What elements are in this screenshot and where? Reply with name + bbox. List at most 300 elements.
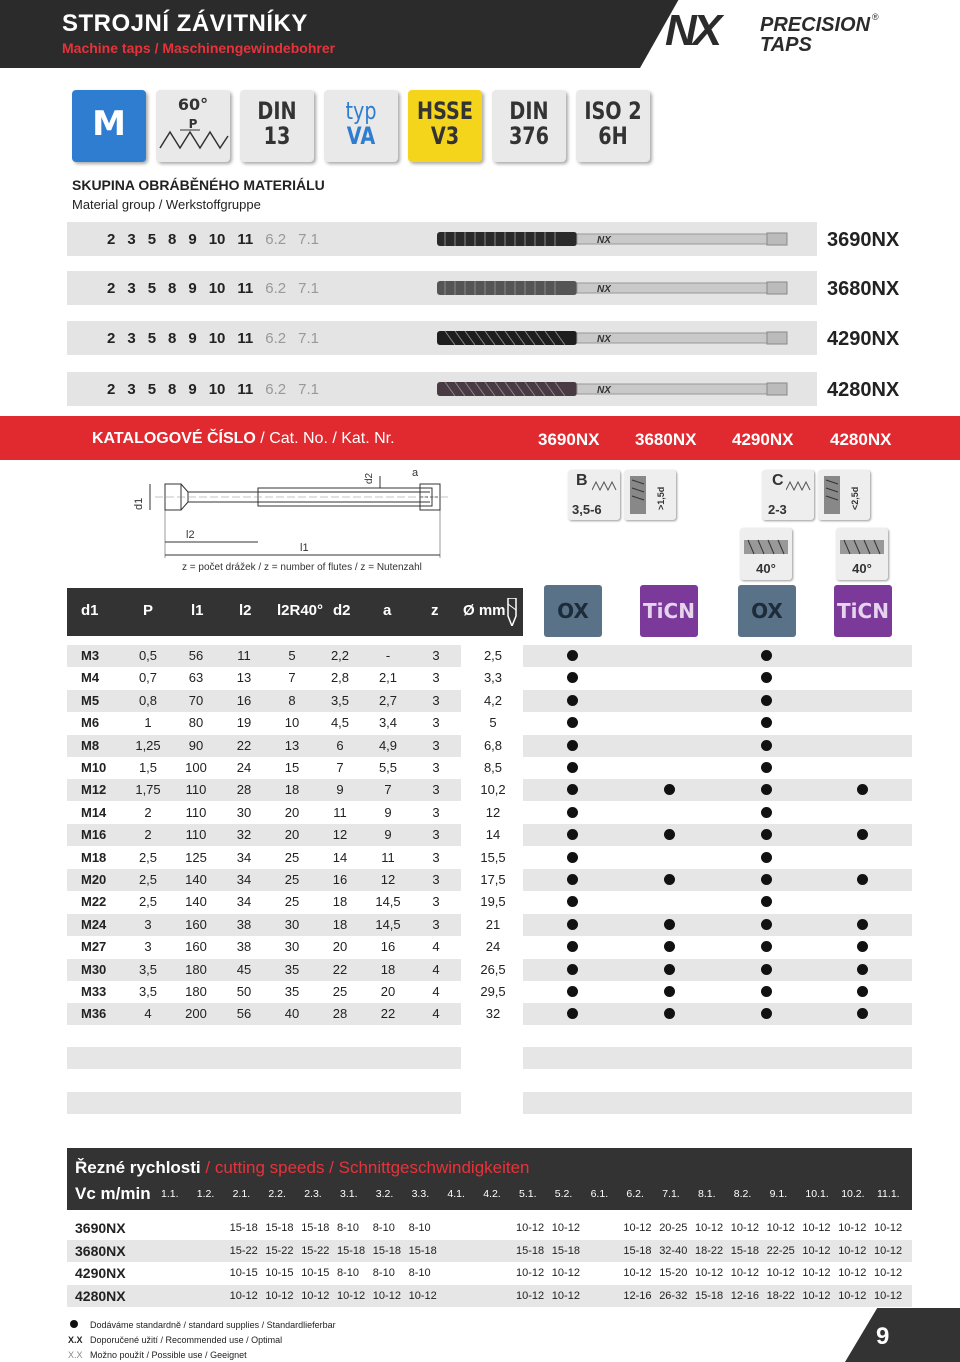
cell-d2: 16 bbox=[332, 872, 348, 887]
cell-P: 0,7 bbox=[138, 670, 158, 686]
cutting-speed-row bbox=[67, 1240, 912, 1262]
material-group-possible: 6.2 bbox=[265, 231, 287, 248]
hsse-line2: V3 bbox=[430, 122, 460, 150]
thread-profile-badge bbox=[156, 90, 230, 162]
material-group-header: 1.1. bbox=[161, 1188, 179, 1200]
cutting-speed-value: 15-18 bbox=[337, 1244, 366, 1257]
availability-dot-icon bbox=[567, 874, 578, 885]
legend-text-2: Doporučené užití / Recommended use / Optimal bbox=[90, 1335, 283, 1345]
cutting-speed-value: 15-18 bbox=[695, 1289, 724, 1302]
cell-dia: 12 bbox=[485, 804, 501, 820]
material-group-possible: 7.1 bbox=[298, 231, 319, 248]
din13-line2: 13 bbox=[263, 122, 291, 150]
cell-a: 12 bbox=[380, 872, 396, 887]
cell-z: 3 bbox=[432, 894, 440, 910]
logo-nx: NX bbox=[665, 6, 719, 55]
availability-dot-icon bbox=[761, 740, 772, 751]
drill-icon bbox=[505, 598, 519, 626]
material-group-number: 10 bbox=[208, 280, 226, 297]
blind-depth-c: <2,5d bbox=[850, 486, 860, 510]
material-group-possible: 6.2 bbox=[265, 280, 287, 297]
cell-l2: 34 bbox=[236, 872, 252, 887]
cell-d2: 7 bbox=[336, 760, 344, 775]
empty-row bbox=[67, 1092, 461, 1114]
material-group-number: 3 bbox=[127, 231, 136, 248]
product-code: 4280NX bbox=[827, 379, 900, 401]
cell-l2r: 30 bbox=[284, 916, 300, 932]
vc-label: Vc m/min bbox=[75, 1184, 151, 1203]
cell-dia: 14 bbox=[485, 827, 501, 843]
logo-registered: ® bbox=[872, 12, 879, 22]
catalog-code: 4290NX bbox=[732, 430, 794, 449]
cell-P: 4 bbox=[144, 1006, 152, 1022]
cutting-speed-value: 10-12 bbox=[695, 1267, 724, 1280]
cell-d2: 20 bbox=[332, 939, 348, 955]
cell-z: 3 bbox=[432, 804, 440, 820]
material-group-number: 2 bbox=[107, 231, 116, 248]
material-group-number: 8 bbox=[168, 280, 177, 297]
svg-text:NX: NX bbox=[597, 385, 611, 396]
cutting-speed-value: 18-22 bbox=[766, 1289, 795, 1302]
material-group-number: 11 bbox=[237, 330, 254, 347]
col-z: z bbox=[431, 602, 439, 619]
cutting-speed-value: 10-12 bbox=[874, 1267, 903, 1280]
cell-z: 3 bbox=[432, 715, 440, 731]
cutting-speed-value: 10-12 bbox=[337, 1289, 366, 1302]
cutting-speed-value: 8-10 bbox=[337, 1267, 360, 1280]
cutting-speed-value: 15-18 bbox=[623, 1244, 652, 1257]
material-group-header: 8.1. bbox=[698, 1188, 716, 1200]
cell-l1: 110 bbox=[185, 782, 207, 798]
cell-d2: 11 bbox=[333, 804, 347, 820]
table-row bbox=[67, 1003, 912, 1025]
din376-badge bbox=[492, 90, 566, 162]
material-group-number: 10 bbox=[208, 231, 226, 248]
cell-d2: 9 bbox=[336, 782, 344, 798]
cell-dia: 10,2 bbox=[480, 782, 506, 798]
table-row bbox=[67, 959, 912, 981]
cell-d2: 18 bbox=[332, 894, 348, 910]
cutting-speed-value: 8-10 bbox=[408, 1222, 431, 1234]
cell-d2: 12 bbox=[332, 827, 348, 843]
cutting-title-main: Řezné rychlosti bbox=[75, 1158, 201, 1177]
coating-ticn: TiCN bbox=[640, 585, 698, 637]
dim-l1: l1 bbox=[300, 542, 309, 554]
availability-dot-icon bbox=[664, 919, 675, 930]
material-group-number: 2 bbox=[107, 381, 116, 398]
cutting-speed-value: 10-12 bbox=[516, 1289, 545, 1302]
cell-l2: 32 bbox=[236, 827, 252, 843]
col-drill-dia: Ø mm bbox=[463, 602, 506, 619]
thread-icon bbox=[592, 478, 618, 492]
cell-a: 2,7 bbox=[378, 692, 398, 708]
chamfer-c-letter: C bbox=[772, 472, 784, 489]
cutting-speed-value: 10-12 bbox=[838, 1289, 867, 1302]
cutting-speed-value: 15-22 bbox=[229, 1244, 258, 1257]
din376-line1: DIN bbox=[509, 97, 549, 125]
empty-row bbox=[67, 1047, 461, 1069]
cell-z: 3 bbox=[432, 827, 440, 843]
cutting-speed-value: 10-12 bbox=[802, 1222, 831, 1234]
cell-l1: 110 bbox=[185, 827, 207, 843]
cutting-speed-value: 26-32 bbox=[659, 1289, 688, 1302]
material-group-subtitle: Material group / Werkstoffgruppe bbox=[72, 197, 261, 212]
row-right-shade bbox=[523, 891, 912, 913]
material-group-possible: 6.2 bbox=[265, 330, 287, 347]
row-right-shade bbox=[523, 690, 912, 712]
tap-image-icon bbox=[437, 224, 797, 254]
iso-line2: 6H bbox=[598, 122, 628, 150]
cell-l2: 16 bbox=[236, 692, 252, 708]
material-group-possible: 7.1 bbox=[298, 330, 319, 347]
cell-l2: 45 bbox=[236, 961, 252, 977]
availability-dot-icon bbox=[761, 964, 772, 975]
cell-l2r: 10 bbox=[284, 715, 300, 731]
cutting-speed-value: 10-12 bbox=[838, 1267, 867, 1280]
table-row bbox=[67, 690, 912, 712]
table-row bbox=[67, 847, 912, 869]
cell-l2: 38 bbox=[236, 939, 252, 955]
cell-a: 9 bbox=[384, 827, 392, 843]
col-l2: l2 bbox=[239, 602, 252, 619]
cell-l2r: 35 bbox=[284, 984, 300, 999]
row-right-shade bbox=[523, 936, 912, 958]
row-right-shade bbox=[523, 959, 912, 981]
cutting-speeds-header bbox=[67, 1148, 912, 1210]
product-row bbox=[67, 321, 960, 355]
cell-l2: 28 bbox=[236, 782, 252, 798]
cell-l2r: 40 bbox=[284, 1006, 300, 1022]
table-row bbox=[67, 779, 912, 801]
product-code: 4280NX bbox=[75, 1287, 126, 1304]
material-group-number: 3 bbox=[127, 280, 136, 297]
cell-d1: M33 bbox=[81, 984, 107, 999]
material-groups bbox=[107, 280, 331, 297]
logo-precision: PRECISION bbox=[760, 14, 871, 36]
cutting-speed-value: 10-12 bbox=[766, 1222, 795, 1234]
cutting-speed-value: 15-22 bbox=[301, 1244, 330, 1257]
table-row bbox=[67, 914, 912, 936]
cell-d2: 18 bbox=[332, 916, 348, 932]
cell-l1: 180 bbox=[185, 961, 207, 977]
row-right-shade bbox=[523, 869, 912, 891]
availability-dot-icon bbox=[761, 762, 772, 773]
cell-dia: 8,5 bbox=[483, 760, 503, 775]
cutting-speed-value: 15-18 bbox=[301, 1222, 330, 1234]
cell-dia: 29,5 bbox=[480, 984, 506, 999]
material-group-header: 3.3. bbox=[411, 1188, 430, 1200]
product-code: 3690NX bbox=[75, 1220, 126, 1236]
table-header bbox=[67, 588, 523, 636]
cell-dia: 17,5 bbox=[480, 872, 506, 887]
cell-d1: M14 bbox=[81, 804, 107, 820]
cutting-speed-value: 10-12 bbox=[838, 1244, 867, 1257]
material-group-number: 9 bbox=[188, 381, 197, 398]
cutting-speed-value: 20-25 bbox=[659, 1222, 688, 1234]
material-group-header: 2.1. bbox=[232, 1188, 251, 1200]
cell-d2: 3,5 bbox=[330, 692, 350, 708]
cell-l2: 22 bbox=[236, 737, 252, 753]
row-right-shade bbox=[523, 735, 912, 757]
cell-d1: M18 bbox=[81, 849, 107, 865]
cell-dia: 6,8 bbox=[483, 737, 503, 753]
catalog-bar bbox=[0, 416, 960, 460]
cutting-title-rest: / cutting speeds / Schnittgeschwindigkeiten bbox=[200, 1158, 530, 1177]
cell-z: 4 bbox=[432, 939, 440, 955]
table-row bbox=[67, 891, 912, 913]
product-code: 3680NX bbox=[827, 278, 900, 300]
material-group-header: 4.2. bbox=[483, 1188, 501, 1200]
material-group-header: 9.1. bbox=[769, 1188, 788, 1200]
col-p: P bbox=[143, 602, 154, 619]
cell-l2r: 20 bbox=[284, 827, 300, 843]
cell-P: 2,5 bbox=[138, 894, 158, 910]
row-right-shade bbox=[523, 802, 912, 824]
cell-l2r: 20 bbox=[284, 804, 300, 820]
type-line1: typ bbox=[345, 97, 377, 125]
tap-image-icon bbox=[437, 374, 797, 404]
cell-P: 3 bbox=[144, 916, 152, 932]
cutting-speed-value: 18-22 bbox=[695, 1244, 724, 1257]
din13-badge bbox=[240, 90, 314, 162]
cell-P: 1 bbox=[144, 715, 152, 731]
metric-badge-label: M bbox=[92, 104, 126, 144]
cell-dia: 15,5 bbox=[480, 849, 506, 865]
cell-P: 1,5 bbox=[138, 760, 158, 775]
empty-row bbox=[523, 1092, 912, 1114]
flutes-note: z = počet drážek / z = number of flutes / z = Nutenzahl bbox=[182, 562, 422, 573]
cutting-speed-value: 10-15 bbox=[265, 1267, 294, 1280]
coating-ox: OX bbox=[544, 585, 602, 637]
cell-l2r: 8 bbox=[288, 692, 296, 708]
cell-a: 14,5 bbox=[375, 916, 401, 932]
material-group-number: 2 bbox=[107, 280, 116, 297]
cell-P: 1,25 bbox=[135, 737, 161, 753]
legend-text-1: Dodáváme standardně / standard supplies / Standardlieferbar bbox=[90, 1320, 336, 1330]
material-group-header: 2.3. bbox=[304, 1188, 322, 1200]
row-right-shade bbox=[523, 645, 912, 667]
cell-dia: 32 bbox=[485, 1006, 501, 1022]
cell-z: 3 bbox=[432, 737, 440, 753]
cell-d1: M4 bbox=[81, 670, 100, 686]
cell-a: 16 bbox=[380, 939, 396, 955]
cell-l1: 100 bbox=[185, 760, 207, 775]
cell-d1: M8 bbox=[81, 737, 100, 753]
cell-l2r: 18 bbox=[284, 782, 300, 798]
availability-dot-icon bbox=[567, 852, 578, 863]
availability-dot-icon bbox=[761, 807, 772, 818]
cell-d1: M6 bbox=[81, 715, 100, 731]
cutting-speed-value: 10-12 bbox=[301, 1289, 330, 1302]
material-group-header: 11.1. bbox=[877, 1188, 900, 1200]
cutting-speed-value: 8-10 bbox=[337, 1222, 360, 1234]
material-group-possible: 6.2 bbox=[265, 381, 287, 398]
legend-recommended bbox=[68, 1335, 282, 1345]
coating-ox: OX bbox=[738, 585, 796, 637]
cutting-speed-value: 12-16 bbox=[730, 1289, 759, 1302]
chamfer-c-badge bbox=[762, 470, 814, 520]
cell-dia: 24 bbox=[485, 939, 501, 955]
cell-a: 18 bbox=[380, 961, 396, 977]
cell-d2: 28 bbox=[332, 1006, 348, 1022]
col-l2r40: l2R40° bbox=[277, 602, 324, 619]
table-row bbox=[67, 667, 912, 689]
material-group-title: SKUPINA OBRÁBĚNÉHO MATERIÁLU bbox=[72, 177, 325, 193]
cutting-speed-row bbox=[67, 1285, 912, 1307]
cutting-speed-value: 10-12 bbox=[551, 1267, 580, 1280]
cell-z: 4 bbox=[432, 984, 440, 999]
row-right-shade bbox=[523, 757, 912, 779]
cell-d1: M20 bbox=[81, 872, 107, 887]
cell-z: 3 bbox=[432, 760, 440, 775]
cutting-speed-value: 10-12 bbox=[372, 1289, 401, 1302]
availability-dot-icon bbox=[761, 874, 772, 885]
cell-l1: 110 bbox=[185, 804, 207, 820]
material-group-number: 5 bbox=[147, 381, 157, 398]
cutting-speed-value: 10-12 bbox=[623, 1267, 652, 1280]
cell-P: 2 bbox=[144, 804, 152, 820]
material-group-number: 9 bbox=[188, 280, 197, 297]
material-group-number: 3 bbox=[127, 330, 136, 347]
cell-a: 2,1 bbox=[378, 670, 398, 686]
cell-l2r: 30 bbox=[284, 939, 300, 955]
table-row bbox=[67, 802, 912, 824]
cutting-speed-value: 10-12 bbox=[730, 1222, 759, 1234]
product-row bbox=[67, 271, 960, 305]
material-group-number: 5 bbox=[147, 330, 157, 347]
material-group-header: 1.2. bbox=[196, 1188, 215, 1200]
availability-dot-icon bbox=[567, 762, 578, 773]
material-groups bbox=[107, 330, 331, 347]
material-group-header: 6.1. bbox=[590, 1188, 609, 1200]
table-row bbox=[67, 936, 912, 958]
cell-d1: M30 bbox=[81, 961, 107, 977]
material-group-header: 2.2. bbox=[268, 1188, 286, 1200]
material-group-possible: 7.1 bbox=[298, 381, 319, 398]
cutting-speed-value: 12-16 bbox=[623, 1289, 652, 1302]
cell-l2: 38 bbox=[236, 916, 252, 932]
dim-l2: l2 bbox=[186, 529, 195, 541]
page-number: 9 bbox=[876, 1323, 890, 1350]
table-row bbox=[67, 757, 912, 779]
dim-a: a bbox=[412, 467, 419, 479]
legend-text-3: Možno použít / Possible use / Geeignet bbox=[90, 1350, 247, 1360]
product-code: 3680NX bbox=[75, 1242, 126, 1259]
cutting-speed-value: 10-12 bbox=[623, 1222, 652, 1234]
material-group-number: 10 bbox=[208, 381, 226, 398]
cutting-speed-value: 10-12 bbox=[766, 1267, 795, 1280]
page-subtitle: Machine taps / Maschinengewindebohrer bbox=[62, 40, 336, 56]
cell-P: 3,5 bbox=[138, 961, 158, 977]
cutting-speed-value: 10-12 bbox=[802, 1244, 831, 1257]
availability-dot-icon bbox=[857, 874, 868, 885]
product-code: 3690NX bbox=[827, 229, 900, 251]
cell-a: 7 bbox=[384, 782, 392, 798]
cell-dia: 2,5 bbox=[483, 648, 503, 663]
cutting-speed-value: 10-12 bbox=[516, 1267, 545, 1280]
chamfer-b-badge bbox=[568, 470, 620, 520]
dim-d2: d2 bbox=[364, 472, 375, 484]
table-row bbox=[67, 712, 912, 734]
availability-dot-icon bbox=[857, 919, 868, 930]
material-group-number: 10 bbox=[208, 330, 226, 347]
cell-d1: M5 bbox=[81, 692, 100, 708]
cutting-speed-value: 8-10 bbox=[408, 1267, 431, 1280]
product-row bbox=[67, 372, 960, 406]
availability-dot-icon bbox=[664, 874, 675, 885]
col-a: a bbox=[383, 602, 392, 619]
svg-text:NX: NX bbox=[597, 284, 611, 295]
cell-P: 3 bbox=[144, 939, 152, 955]
spiral-flute-icon bbox=[836, 528, 888, 580]
din376-line2: 376 bbox=[508, 122, 550, 150]
material-group-number: 9 bbox=[188, 231, 197, 248]
cell-z: 4 bbox=[432, 961, 440, 977]
hsse-badge bbox=[408, 90, 482, 162]
cell-l2: 24 bbox=[236, 760, 252, 775]
material-group-header: 6.2. bbox=[626, 1188, 644, 1200]
material-groups bbox=[107, 381, 331, 398]
blind-hole-icon bbox=[624, 470, 676, 520]
legend-symbol-bold: X.X bbox=[68, 1335, 83, 1345]
cutting-speed-value: 10-12 bbox=[874, 1244, 903, 1257]
row-right-shade bbox=[523, 712, 912, 734]
cutting-speed-value: 10-12 bbox=[874, 1289, 903, 1302]
cutting-speed-value: 10-12 bbox=[265, 1289, 294, 1302]
cell-l2r: 25 bbox=[284, 894, 300, 910]
cutting-speed-value: 15-18 bbox=[516, 1244, 545, 1257]
cell-d1: M12 bbox=[81, 782, 107, 798]
cell-l2r: 5 bbox=[288, 648, 296, 663]
cell-dia: 3,3 bbox=[483, 670, 503, 686]
catalog-label-bold: KATALOGOVÉ ČÍSLO bbox=[92, 430, 256, 447]
cell-d2: 22 bbox=[332, 961, 348, 977]
cell-l2: 34 bbox=[236, 894, 252, 910]
cell-l2: 34 bbox=[236, 849, 252, 865]
material-group-possible: 7.1 bbox=[298, 280, 319, 297]
availability-dot-icon bbox=[857, 964, 868, 975]
cell-l1: 140 bbox=[185, 872, 207, 887]
cell-l1: 160 bbox=[185, 939, 207, 955]
material-group-number: 8 bbox=[168, 231, 177, 248]
cutting-speed-value: 15-20 bbox=[659, 1267, 688, 1280]
cell-d1: M22 bbox=[81, 894, 107, 910]
cutting-speed-value: 8-10 bbox=[372, 1267, 395, 1280]
row-right-shade bbox=[523, 914, 912, 936]
cell-d2: 2,8 bbox=[330, 670, 350, 686]
cell-l1: 180 bbox=[185, 984, 207, 999]
cutting-speed-value: 15-22 bbox=[265, 1244, 294, 1257]
cell-dia: 5 bbox=[489, 715, 497, 731]
catalog-label bbox=[92, 430, 395, 448]
cutting-speed-value: 15-18 bbox=[408, 1244, 437, 1257]
availability-dot-icon bbox=[567, 650, 578, 661]
cell-d1: M27 bbox=[81, 939, 107, 955]
cutting-speed-value: 15-18 bbox=[229, 1222, 258, 1234]
cutting-speed-value: 10-12 bbox=[802, 1289, 831, 1302]
availability-dot-icon bbox=[761, 852, 772, 863]
cutting-speed-value: 10-12 bbox=[730, 1267, 759, 1280]
helix-angle-2: 40° bbox=[852, 561, 872, 576]
material-group-number: 5 bbox=[147, 231, 157, 248]
material-group-number: 9 bbox=[188, 330, 197, 347]
cell-l2r: 35 bbox=[284, 961, 300, 977]
cell-d2: 6 bbox=[336, 737, 344, 753]
product-code: 4290NX bbox=[75, 1265, 126, 1282]
blind-depth-b: >1,5d bbox=[656, 486, 666, 510]
din13-line1: DIN bbox=[257, 97, 297, 125]
cell-d1: M3 bbox=[81, 648, 100, 663]
